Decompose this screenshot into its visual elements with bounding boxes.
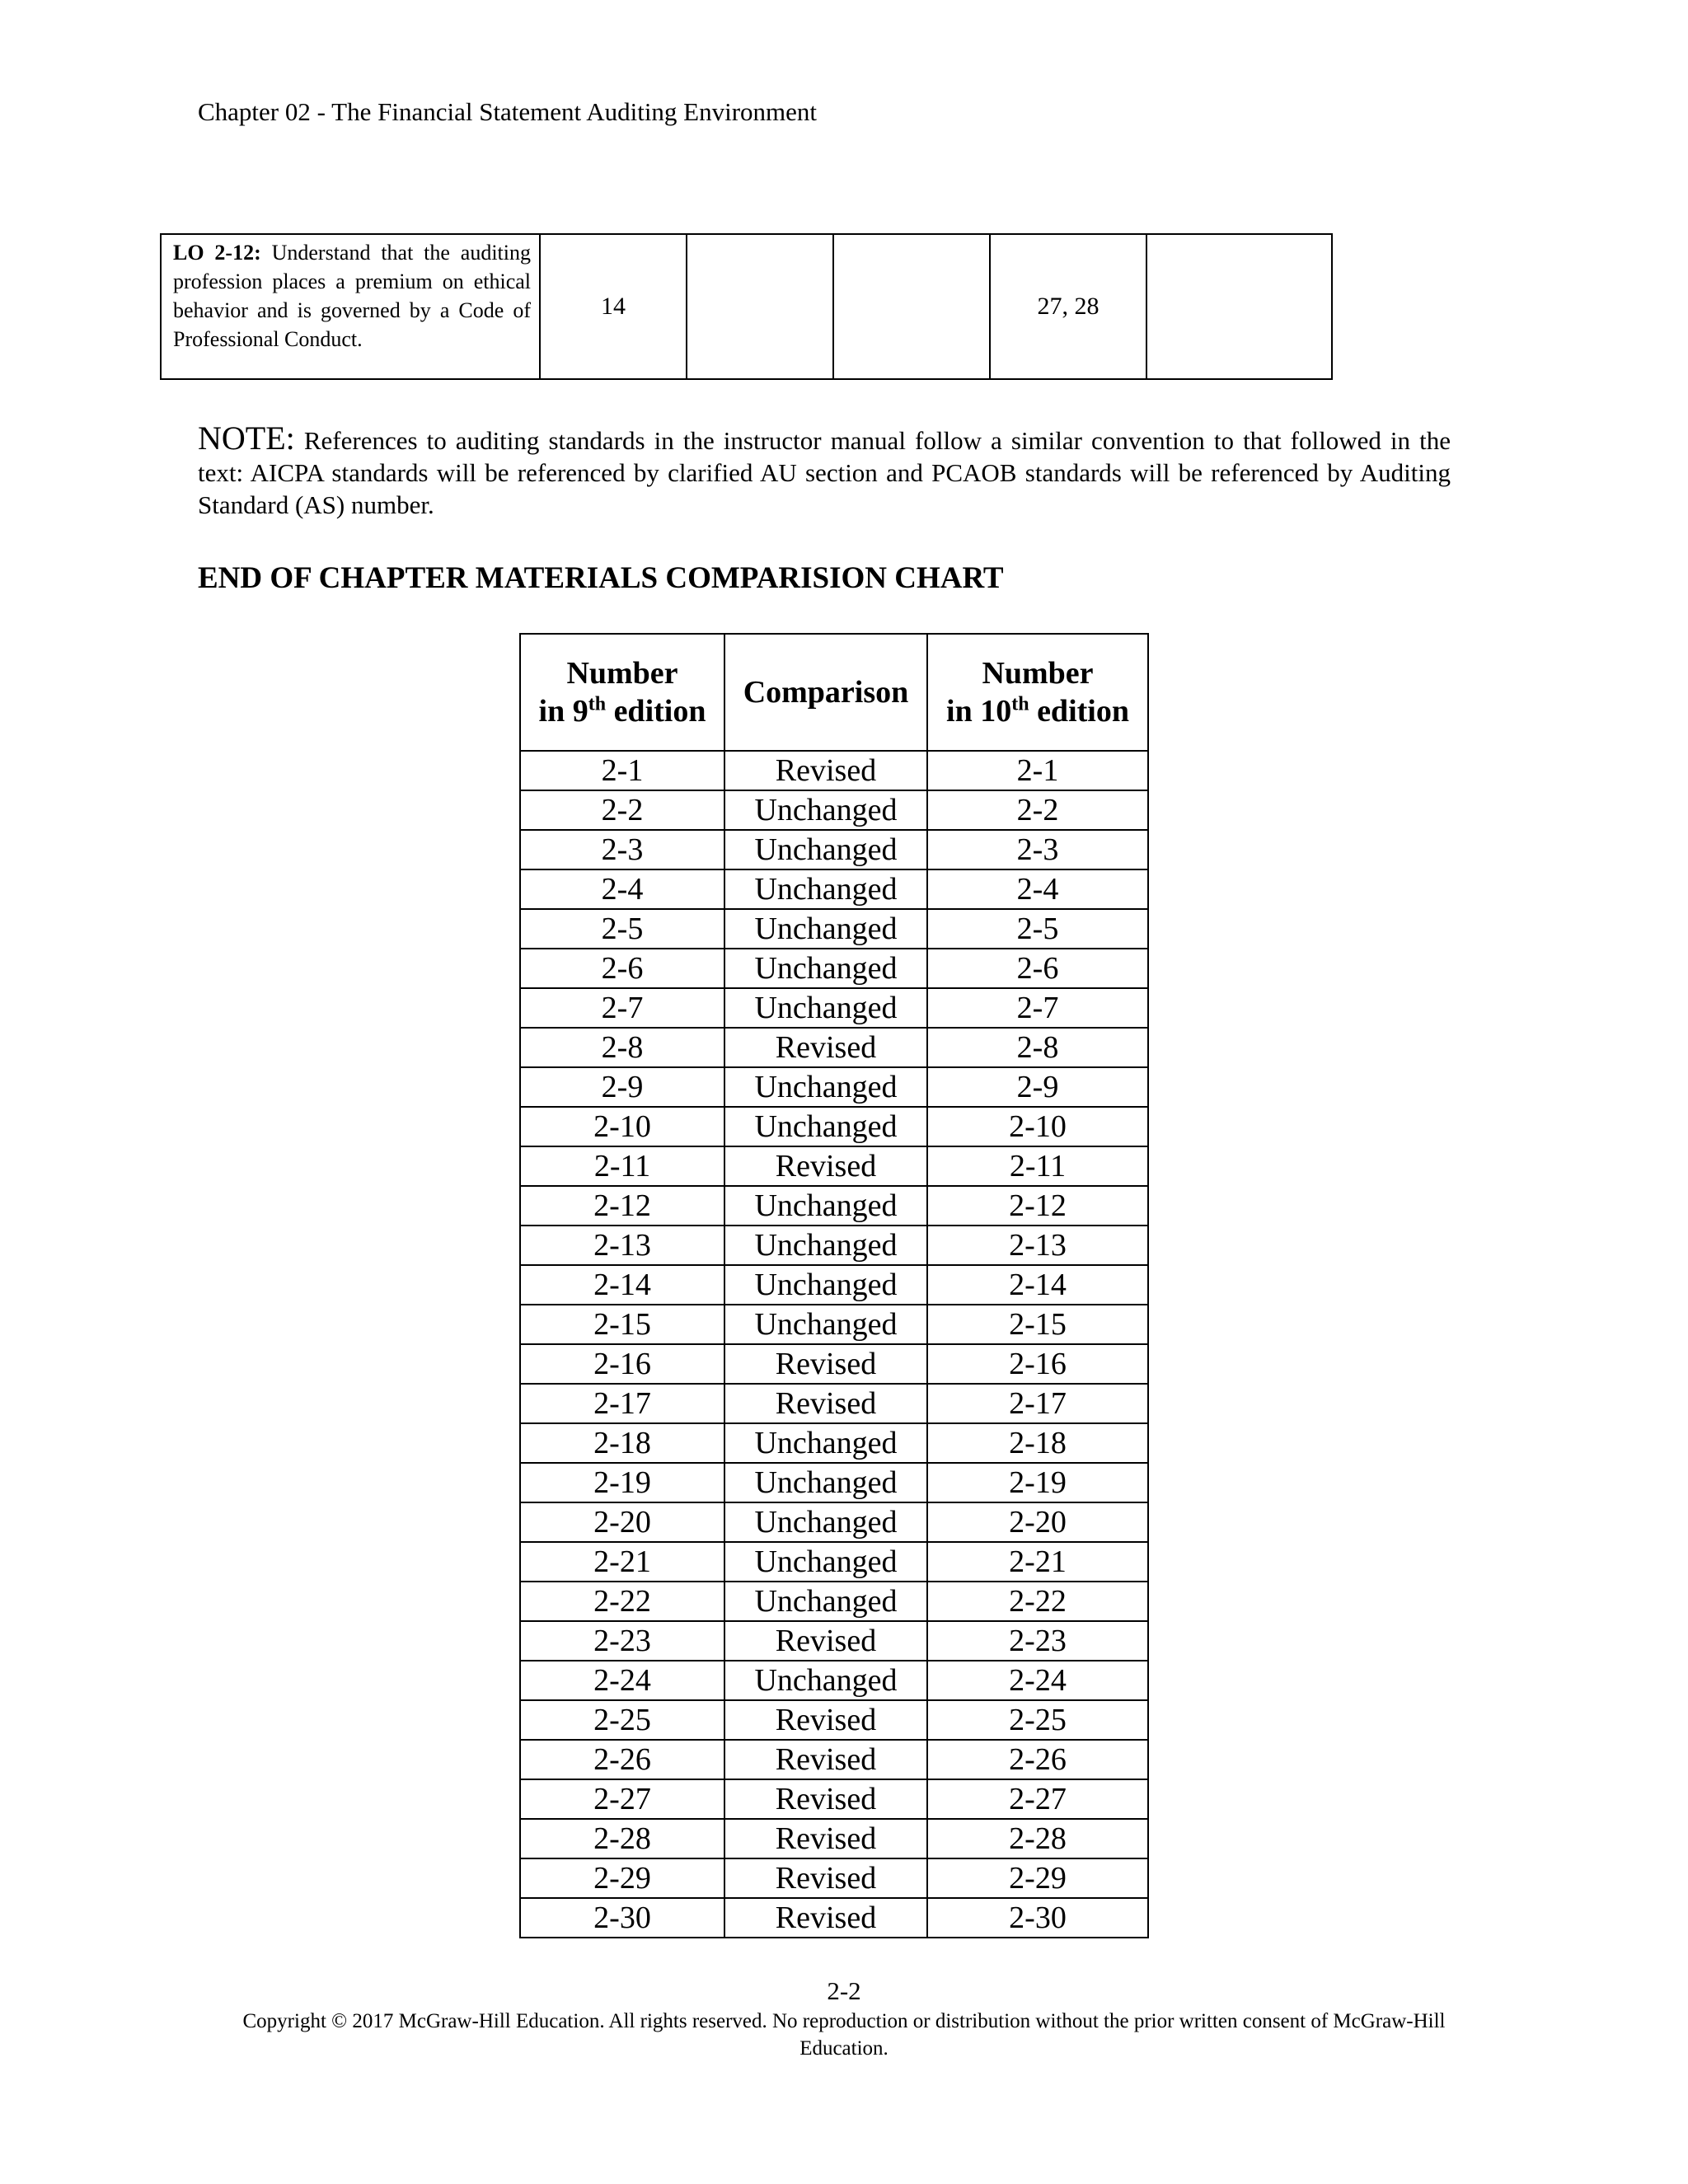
cell-9th-edition: 2-12 <box>520 1186 724 1226</box>
table-row <box>520 1305 1148 1344</box>
cell-comparison: Revised <box>724 751 927 790</box>
table-cell: 27, 28 <box>990 234 1146 379</box>
cell-10th-edition: 2-20 <box>927 1502 1148 1542</box>
cell-10th-edition: 2-12 <box>927 1186 1148 1226</box>
header-line: Number <box>982 656 1094 691</box>
table-row <box>520 1779 1148 1819</box>
cell-10th-edition: 2-22 <box>927 1582 1148 1621</box>
table-row <box>520 1107 1148 1146</box>
table-row <box>520 1502 1148 1542</box>
note-text: References to auditing standards in the instructor manual follow a similar convention to that followed in the text: AICPA standards will be referenced by clarified AU section and PCAOB standards will be referenced by Auditing Standard (AS) number. <box>198 426 1451 519</box>
table-cell <box>687 234 833 379</box>
cell-10th-edition: 2-18 <box>927 1423 1148 1463</box>
cell-9th-edition: 2-24 <box>520 1661 724 1700</box>
table-row <box>520 1028 1148 1067</box>
cell-10th-edition: 2-6 <box>927 949 1148 988</box>
cell-9th-edition: 2-6 <box>520 949 724 988</box>
cell-9th-edition: 2-14 <box>520 1265 724 1305</box>
learning-objective-table <box>160 233 1333 380</box>
cell-comparison: Revised <box>724 1700 927 1740</box>
cell-comparison: Revised <box>724 1740 927 1779</box>
table-row <box>520 1898 1148 1938</box>
header-line: edition <box>606 694 706 729</box>
cell-10th-edition: 2-23 <box>927 1621 1148 1661</box>
table-header-row <box>520 634 1148 751</box>
lo-description: Understand that the auditing profession places a premium on ethical behavior and is governed by a Code of Professional Conduct. <box>173 241 531 351</box>
page-header: Chapter 02 - The Financial Statement Auditing Environment <box>198 97 818 126</box>
cell-9th-edition: 2-5 <box>520 909 724 949</box>
header-line: Number <box>566 656 678 691</box>
cell-10th-edition: 2-28 <box>927 1819 1148 1858</box>
table-row <box>520 1740 1148 1779</box>
column-header-9th-edition <box>520 634 724 751</box>
comparison-table-body <box>520 751 1148 1938</box>
table-row <box>520 869 1148 909</box>
cell-10th-edition: 2-1 <box>927 751 1148 790</box>
superscript: th <box>588 693 607 715</box>
cell-9th-edition: 2-10 <box>520 1107 724 1146</box>
cell-comparison: Unchanged <box>724 1226 927 1265</box>
cell-9th-edition: 2-22 <box>520 1582 724 1621</box>
cell-10th-edition: 2-21 <box>927 1542 1148 1582</box>
table-row <box>520 1819 1148 1858</box>
cell-comparison: Unchanged <box>724 1502 927 1542</box>
table-row <box>520 949 1148 988</box>
cell-9th-edition: 2-13 <box>520 1226 724 1265</box>
cell-10th-edition: 2-7 <box>927 988 1148 1028</box>
table-row <box>520 1463 1148 1502</box>
cell-10th-edition: 2-11 <box>927 1146 1148 1186</box>
cell-comparison: Revised <box>724 1898 927 1938</box>
cell-comparison: Unchanged <box>724 1463 927 1502</box>
cell-10th-edition: 2-8 <box>927 1028 1148 1067</box>
header-line: in 10 <box>946 694 1012 729</box>
table-row <box>520 1067 1148 1107</box>
table-row <box>520 830 1148 869</box>
table-row <box>520 1186 1148 1226</box>
cell-10th-edition: 2-3 <box>927 830 1148 869</box>
copyright-notice <box>0 2008 1688 2062</box>
table-row <box>520 1582 1148 1621</box>
cell-9th-edition: 2-11 <box>520 1146 724 1186</box>
cell-9th-edition: 2-26 <box>520 1740 724 1779</box>
cell-9th-edition: 2-17 <box>520 1384 724 1423</box>
table-row <box>520 1858 1148 1898</box>
cell-comparison: Unchanged <box>724 988 927 1028</box>
cell-comparison: Unchanged <box>724 790 927 830</box>
cell-9th-edition: 2-1 <box>520 751 724 790</box>
cell-comparison: Unchanged <box>724 1107 927 1146</box>
table-cell <box>1146 234 1332 379</box>
cell-comparison: Unchanged <box>724 1265 927 1305</box>
cell-comparison: Unchanged <box>724 830 927 869</box>
table-row <box>520 1226 1148 1265</box>
cell-10th-edition: 2-27 <box>927 1779 1148 1819</box>
cell-10th-edition: 2-4 <box>927 869 1148 909</box>
table-row <box>520 1542 1148 1582</box>
cell-9th-edition: 2-23 <box>520 1621 724 1661</box>
comparison-table <box>519 633 1149 1938</box>
cell-10th-edition: 2-26 <box>927 1740 1148 1779</box>
copyright-line: Copyright © 2017 McGraw-Hill Education. All rights reserved. No reproduction or distribution without the prior written consent of McGraw-Hill <box>242 2010 1446 2032</box>
cell-comparison: Revised <box>724 1028 927 1067</box>
table-row <box>520 1344 1148 1384</box>
cell-comparison: Unchanged <box>724 1067 927 1107</box>
cell-comparison: Unchanged <box>724 1423 927 1463</box>
cell-10th-edition: 2-17 <box>927 1384 1148 1423</box>
table-row <box>520 1423 1148 1463</box>
cell-comparison: Revised <box>724 1819 927 1858</box>
cell-10th-edition: 2-2 <box>927 790 1148 830</box>
cell-comparison: Unchanged <box>724 949 927 988</box>
cell-10th-edition: 2-24 <box>927 1661 1148 1700</box>
cell-9th-edition: 2-15 <box>520 1305 724 1344</box>
cell-9th-edition: 2-9 <box>520 1067 724 1107</box>
table-row <box>520 1621 1148 1661</box>
table-row <box>520 790 1148 830</box>
table-row <box>520 1700 1148 1740</box>
table-row <box>520 1661 1148 1700</box>
cell-comparison: Unchanged <box>724 1305 927 1344</box>
table-row <box>161 234 1332 379</box>
table-row <box>520 1265 1148 1305</box>
table-row <box>520 751 1148 790</box>
cell-10th-edition: 2-13 <box>927 1226 1148 1265</box>
cell-comparison: Unchanged <box>724 909 927 949</box>
cell-9th-edition: 2-20 <box>520 1502 724 1542</box>
cell-10th-edition: 2-5 <box>927 909 1148 949</box>
cell-9th-edition: 2-21 <box>520 1542 724 1582</box>
table-row <box>520 909 1148 949</box>
cell-comparison: Unchanged <box>724 1542 927 1582</box>
cell-9th-edition: 2-30 <box>520 1898 724 1938</box>
cell-9th-edition: 2-19 <box>520 1463 724 1502</box>
cell-9th-edition: 2-25 <box>520 1700 724 1740</box>
cell-9th-edition: 2-8 <box>520 1028 724 1067</box>
note-heading: NOTE: <box>198 419 295 457</box>
cell-comparison: Unchanged <box>724 1661 927 1700</box>
cell-comparison: Revised <box>724 1779 927 1819</box>
cell-10th-edition: 2-29 <box>927 1858 1148 1898</box>
cell-10th-edition: 2-15 <box>927 1305 1148 1344</box>
column-header-comparison: Comparison <box>724 634 927 751</box>
note-paragraph <box>198 419 1451 521</box>
table-row <box>520 1146 1148 1186</box>
cell-9th-edition: 2-3 <box>520 830 724 869</box>
cell-comparison: Revised <box>724 1344 927 1384</box>
cell-9th-edition: 2-27 <box>520 1779 724 1819</box>
cell-comparison: Revised <box>724 1621 927 1661</box>
cell-9th-edition: 2-18 <box>520 1423 724 1463</box>
cell-10th-edition: 2-25 <box>927 1700 1148 1740</box>
table-row <box>520 988 1148 1028</box>
cell-10th-edition: 2-14 <box>927 1265 1148 1305</box>
cell-comparison: Revised <box>724 1858 927 1898</box>
cell-comparison: Revised <box>724 1146 927 1186</box>
learning-objective-cell <box>161 234 540 379</box>
header-line: in 9 <box>538 694 588 729</box>
cell-9th-edition: 2-4 <box>520 869 724 909</box>
cell-comparison: Unchanged <box>724 1582 927 1621</box>
cell-9th-edition: 2-16 <box>520 1344 724 1384</box>
cell-9th-edition: 2-29 <box>520 1858 724 1898</box>
section-title: END OF CHAPTER MATERIALS COMPARISION CHART <box>198 561 1004 595</box>
cell-comparison: Unchanged <box>724 1186 927 1226</box>
cell-10th-edition: 2-10 <box>927 1107 1148 1146</box>
cell-10th-edition: 2-9 <box>927 1067 1148 1107</box>
table-cell: 14 <box>540 234 687 379</box>
cell-10th-edition: 2-16 <box>927 1344 1148 1384</box>
cell-9th-edition: 2-7 <box>520 988 724 1028</box>
table-cell <box>833 234 990 379</box>
copyright-line: Education. <box>799 2037 889 2060</box>
cell-10th-edition: 2-19 <box>927 1463 1148 1502</box>
lo-label: LO 2-12: <box>173 241 261 265</box>
cell-9th-edition: 2-28 <box>520 1819 724 1858</box>
header-line: edition <box>1029 694 1129 729</box>
cell-10th-edition: 2-30 <box>927 1898 1148 1938</box>
cell-comparison: Revised <box>724 1384 927 1423</box>
table-row <box>520 1384 1148 1423</box>
superscript: th <box>1011 693 1029 715</box>
cell-comparison: Unchanged <box>724 869 927 909</box>
column-header-10th-edition <box>927 634 1148 751</box>
cell-9th-edition: 2-2 <box>520 790 724 830</box>
page-number: 2-2 <box>827 1976 861 2005</box>
